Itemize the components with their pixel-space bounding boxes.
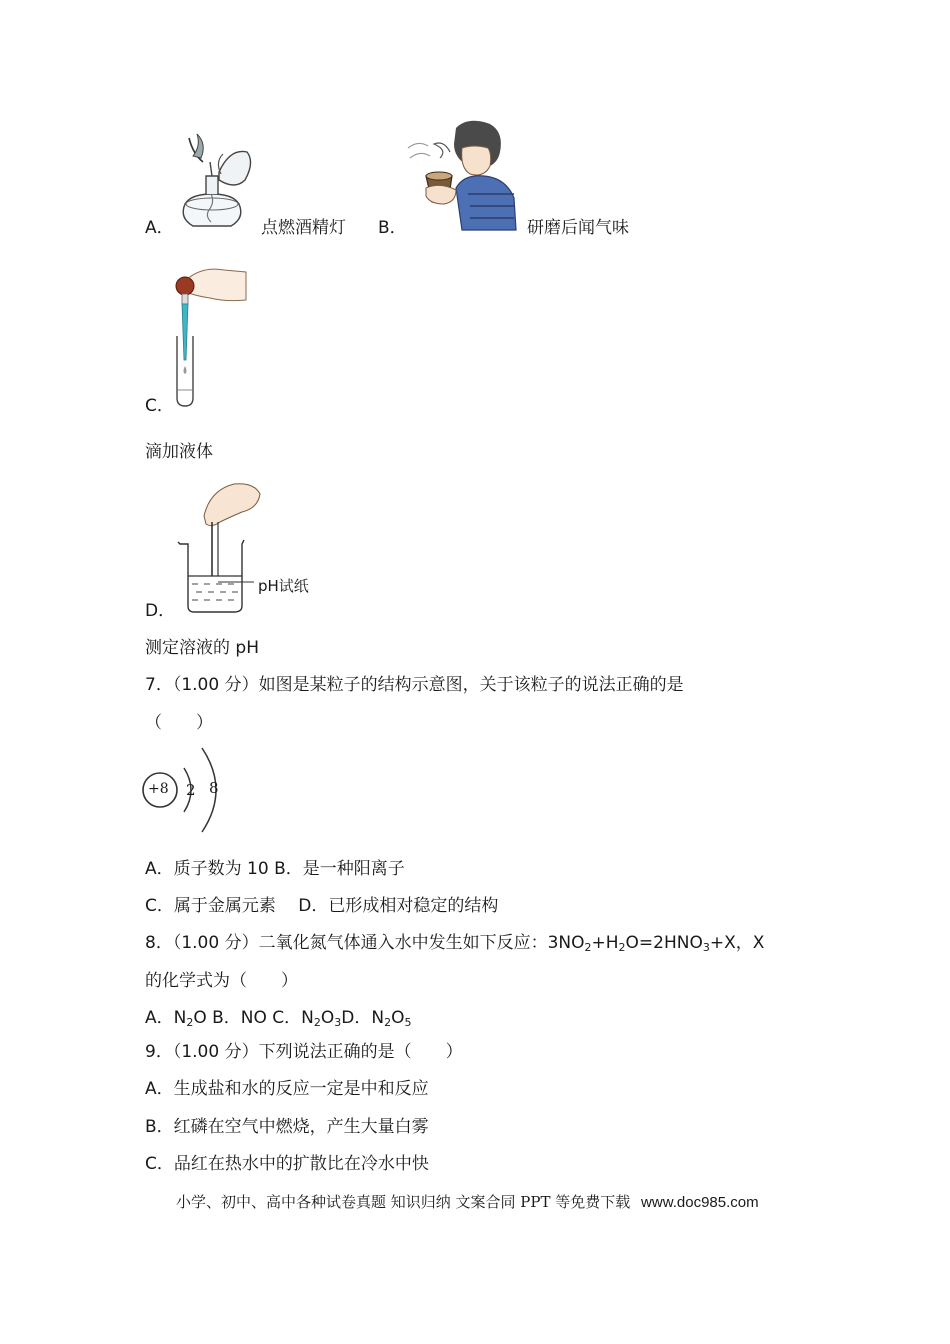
nucleus-charge: +8 bbox=[148, 781, 169, 797]
q7-option-cd: C．属于金属元素 D．已形成相对稳定的结构 bbox=[145, 896, 499, 916]
q9-option-b: B．红磷在空气中燃烧，产生大量白雾 bbox=[145, 1117, 429, 1137]
shell1-electrons: 2 bbox=[186, 781, 196, 799]
option-b-letter: B． bbox=[378, 218, 407, 238]
q9-option-a: A．生成盐和水的反应一定是中和反应 bbox=[145, 1079, 429, 1099]
alcohol-lamp-illustration bbox=[175, 132, 255, 237]
option-a-caption: 点燃酒精灯 bbox=[261, 218, 346, 238]
q7-stem: 7．（1.00 分）如图是某粒子的结构示意图，关于该粒子的说法正确的是 bbox=[145, 675, 684, 695]
option-a-letter: A． bbox=[145, 218, 174, 238]
option-d-letter: D． bbox=[145, 601, 176, 621]
option-c-caption: 滴加液体 bbox=[145, 442, 213, 462]
q7-option-ab: A．质子数为 10 B．是一种阳离子 bbox=[145, 859, 405, 879]
dropper-test-tube-illustration bbox=[170, 262, 248, 410]
q8-stem-line2: 的化学式为（ ） bbox=[145, 971, 298, 991]
q9-option-c: C．品红在热水中的扩散比在冷水中快 bbox=[145, 1154, 429, 1174]
option-b-caption: 研磨后闻气味 bbox=[527, 218, 629, 238]
shell2-electrons: 8 bbox=[209, 779, 219, 797]
q9-stem: 9．（1.00 分）下列说法正确的是（ ） bbox=[145, 1042, 463, 1062]
smelling-boy-illustration bbox=[404, 118, 524, 234]
page-footer bbox=[176, 1191, 759, 1212]
ph-paper-label: pH试纸 bbox=[258, 577, 309, 595]
option-d-caption: 测定溶液的 pH bbox=[145, 638, 259, 658]
footer-url[interactable]: www.doc985.com bbox=[641, 1194, 759, 1211]
footer-text: 小学、初中、高中各种试卷真题 知识归纳 文案合同 PPT 等免费下载 bbox=[176, 1193, 631, 1211]
q7-blank: （ ） bbox=[145, 713, 213, 733]
option-c-letter: C． bbox=[145, 396, 174, 416]
q8-options: A．$N_2O$ B．NO C．$N_2O_3D$．$N_2O_5$ bbox=[145, 1008, 412, 1029]
q8-stem: 8．（1.00 分）二氧化氮气体通入水中发生如下反应：$3NO_2+H_2O=2HNO_3+X$，X bbox=[145, 933, 765, 954]
